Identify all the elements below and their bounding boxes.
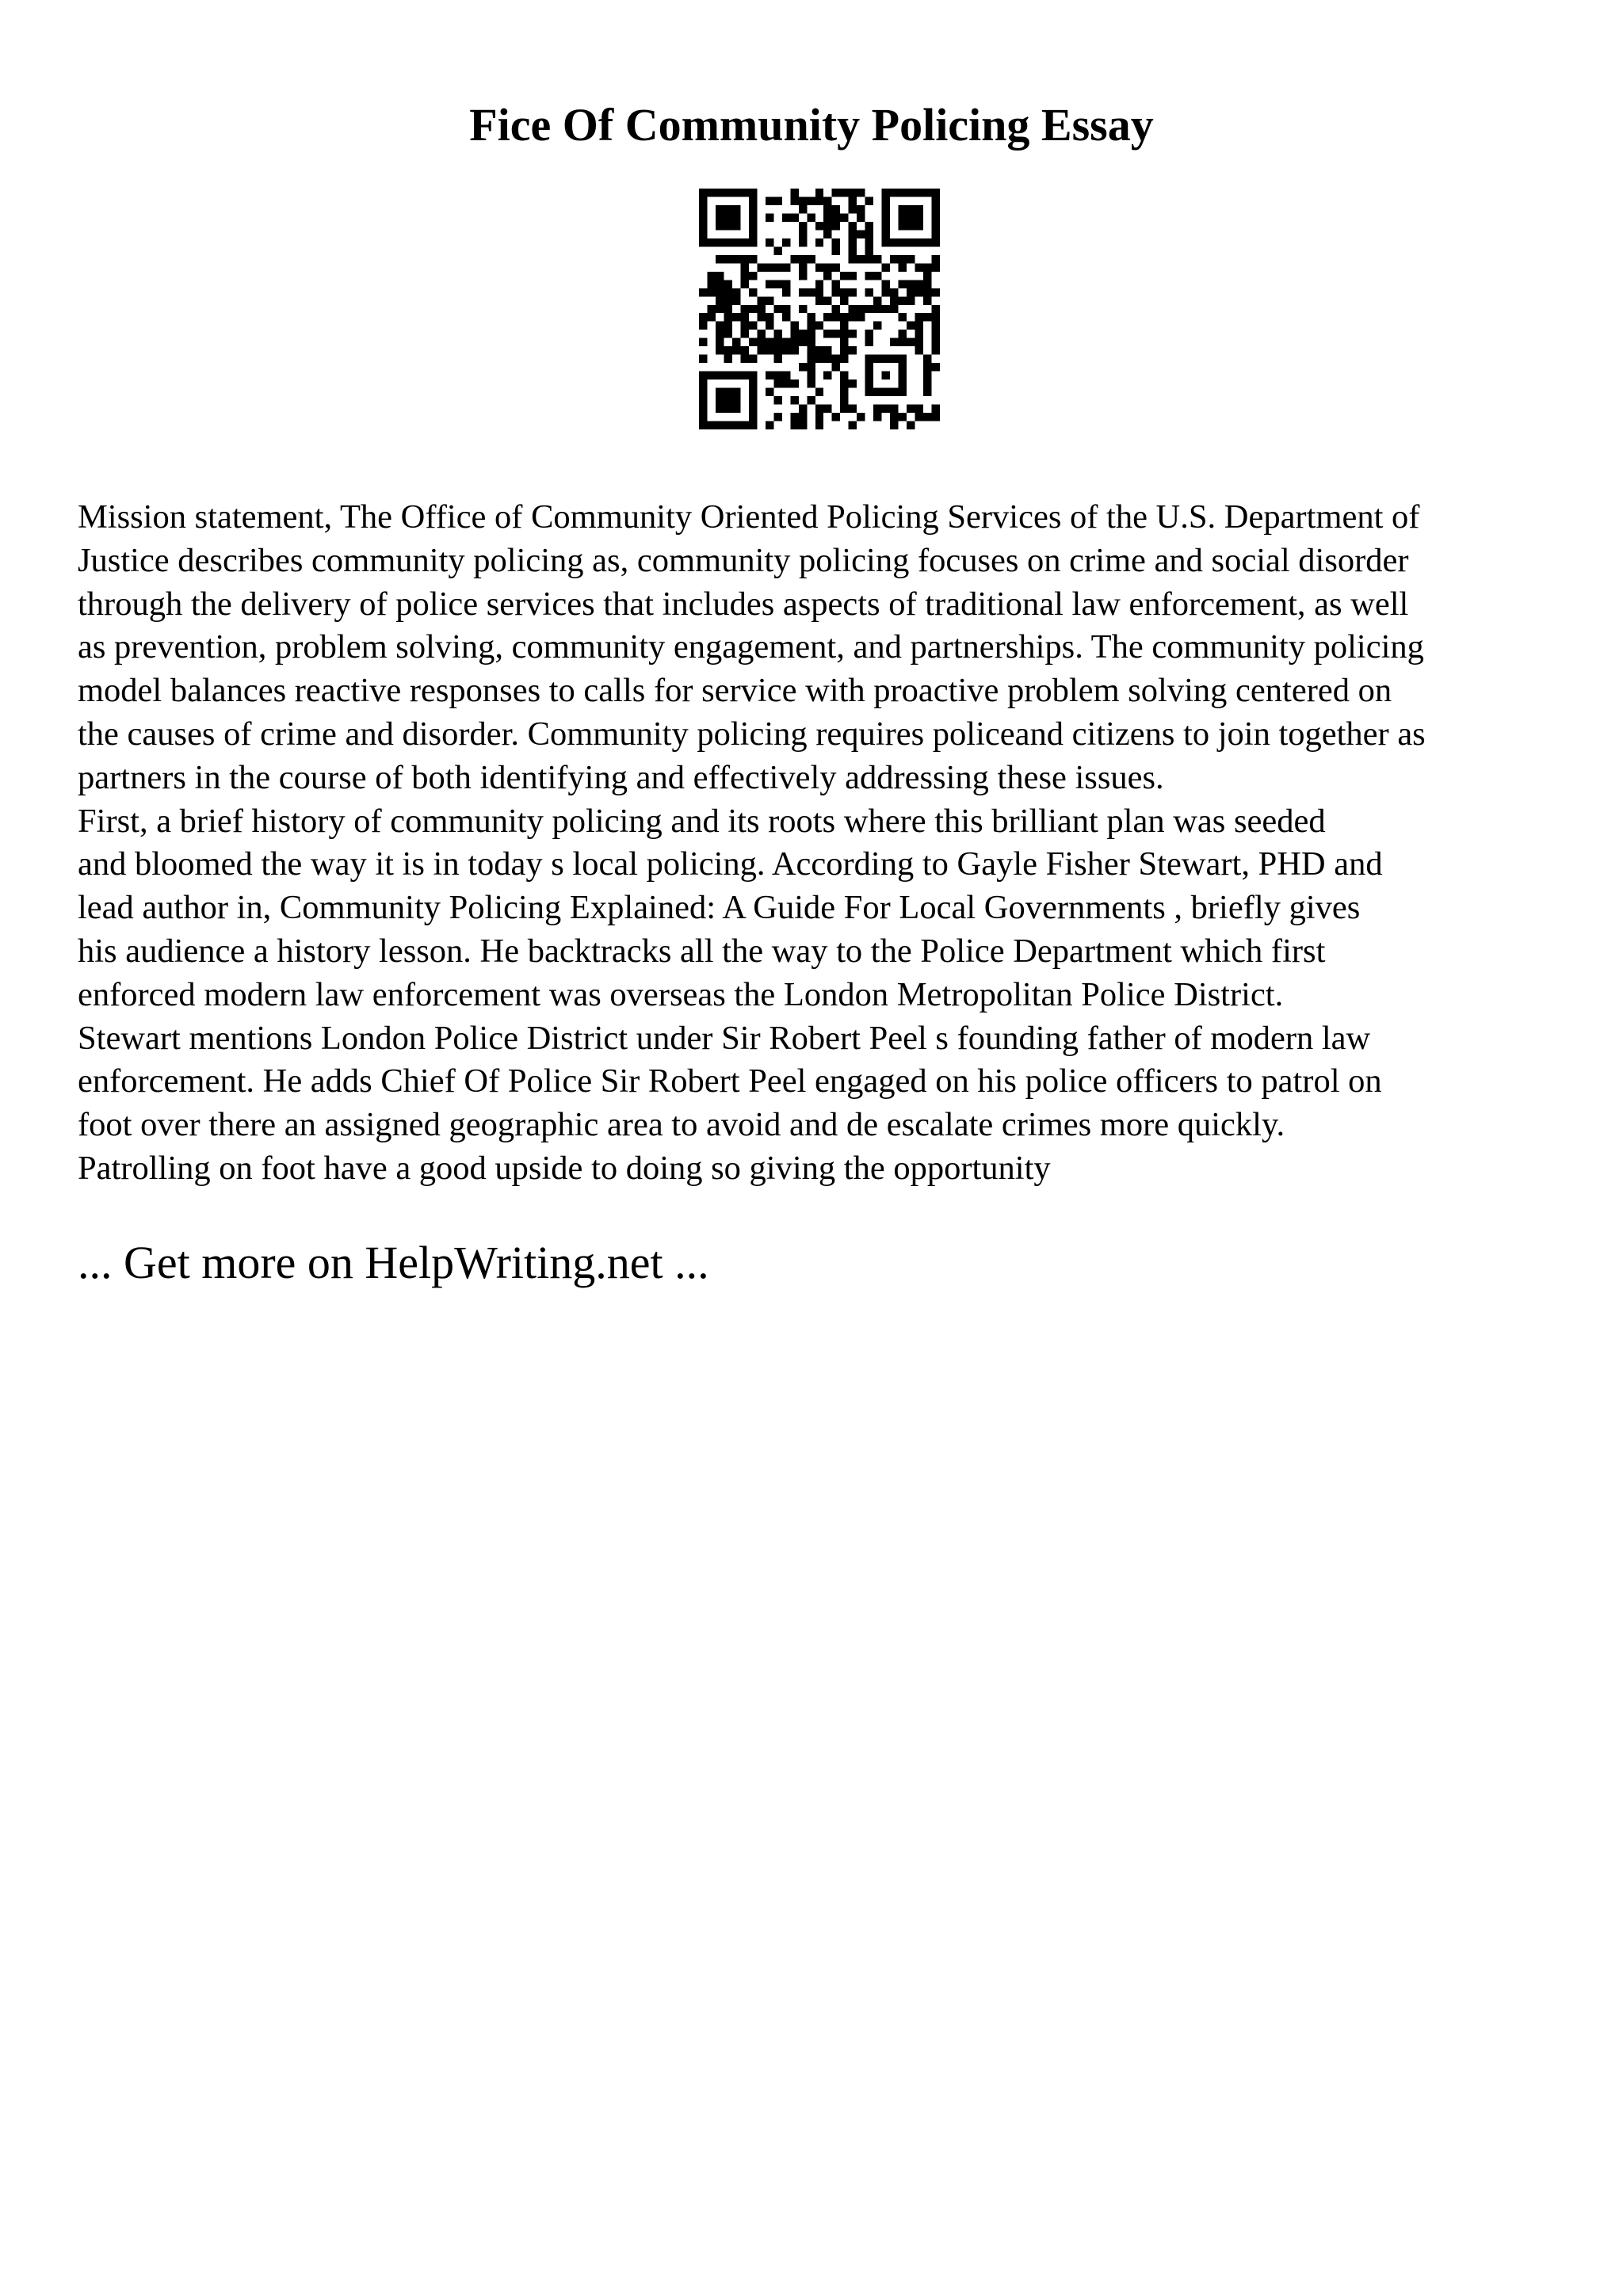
body-line: First, a brief history of community policing and its roots where this brilliant plan was seeded	[78, 802, 1326, 840]
body-line: and bloomed the way it is in today s local policing. According to Gayle Fisher Stewart, PHD and	[78, 845, 1383, 883]
body-line: lead author in, Community Policing Explained: A Guide For Local Governments , briefly gives	[78, 889, 1361, 927]
body-line: as prevention, problem solving, community engagement, and partnerships. The community policing	[78, 628, 1424, 666]
body-line: Patrolling on foot have a good upside to doing so giving the opportunity	[78, 1149, 1051, 1187]
body-line: through the delivery of police services that includes aspects of traditional law enforcement, as well	[78, 585, 1409, 623]
page-title: Fice Of Community Policing Essay	[469, 99, 1154, 151]
body-line: partners in the course of both identifying and effectively addressing these issues.	[78, 758, 1164, 796]
body-line: Justice describes community policing as, community policing focuses on crime and social disorder	[78, 541, 1409, 579]
qr-code-icon	[699, 189, 940, 429]
body-line: enforced modern law enforcement was overseas the London Metropolitan Police District.	[78, 975, 1284, 1013]
body-line: enforcement. He adds Chief Of Police Sir Robert Peel engaged on his police officers to patrol on	[78, 1062, 1382, 1100]
essay-body	[78, 496, 1568, 1191]
body-line: Mission statement, The Office of Community Oriented Policing Services of the U.S. Department of	[78, 498, 1420, 536]
get-more-link[interactable]: ... Get more on HelpWriting.net ...	[78, 1237, 709, 1288]
body-line: model balances reactive responses to calls for service with proactive problem solving centered on	[78, 672, 1392, 710]
body-line: foot over there an assigned geographic area to avoid and de escalate crimes more quickly.	[78, 1106, 1285, 1144]
body-line: the causes of crime and disorder. Community policing requires policeand citizens to join together as	[78, 715, 1426, 753]
body-line: his audience a history lesson. He backtracks all the way to the Police Department which first	[78, 932, 1326, 970]
body-line: Stewart mentions London Police District under Sir Robert Peel s founding father of modern law	[78, 1019, 1371, 1057]
